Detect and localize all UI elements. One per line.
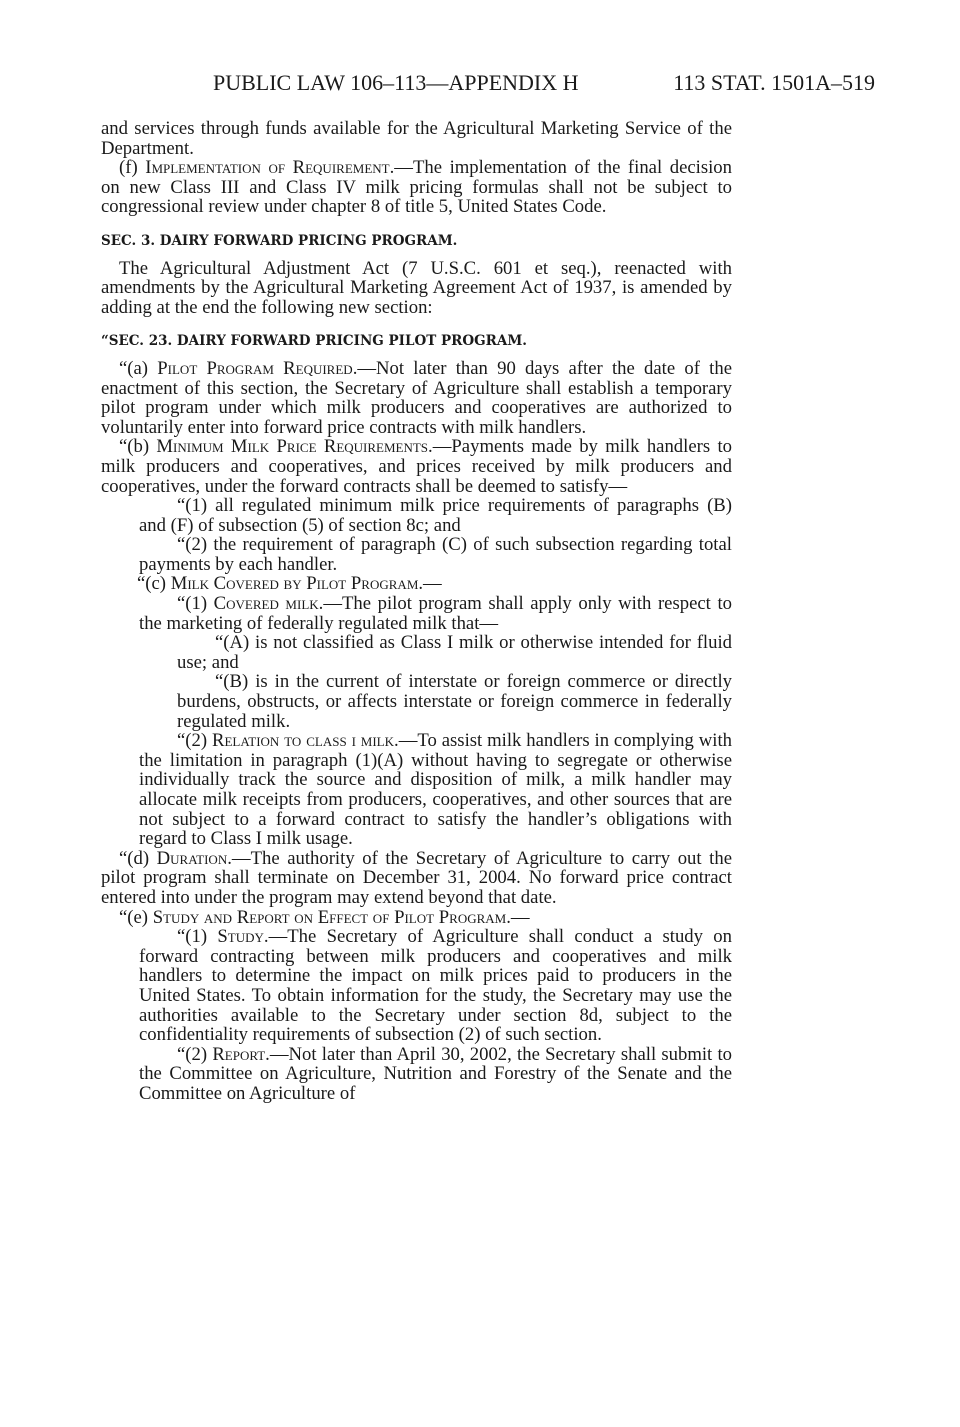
paragraph-b2: “(2) the requirement of paragraph (C) of such subsection regarding total payments by each handler. bbox=[139, 534, 732, 575]
subsection-d: “(d) Duration.—The authority of the Secretary of Agriculture to carry out the pilot program shall terminate on December 31, 2004. No forward price contract entered into under the program may extend beyond that date. bbox=[101, 847, 732, 908]
paragraph-c1: “(1) Covered milk.—The pilot program shall apply only with respect to the marketing of federally regulated milk that— bbox=[139, 593, 732, 634]
subsection-e: “(e) Study and Report on Effect of Pilot Program.— bbox=[119, 906, 530, 928]
subsection-f-heading: Implementation of Requirement bbox=[145, 157, 390, 179]
paragraph-c2: “(2) Relation to class i milk.—To assist milk handlers in complying with the limitation in paragraph (1)(A) without having to segregate or otherwise individually track the source and disposition of milk, a milk handler may allocate milk receipts from producers, cooperatives, and other sources that are not subject to a forward contract to satisfy the handler’s obligations with regard to Class I milk usage. bbox=[139, 730, 732, 850]
subparagraph-c1B: “(B) is in the current of interstate or foreign commerce or directly burdens, obstructs, or affects interstate or foreign commerce in federally regulated milk. bbox=[177, 671, 732, 732]
section-23-heading: “SEC. 23. DAIRY FORWARD PRICING PILOT PROGRAM. bbox=[101, 333, 527, 350]
paragraph-e2: “(2) Report.—Not later than April 30, 2002, the Secretary shall submit to the Committee on Agriculture, Nutrition and Forestry of the Senate and the Committee on Agriculture of bbox=[139, 1043, 732, 1104]
document-body bbox=[101, 119, 732, 1104]
header-title: PUBLIC LAW 106–113—APPENDIX H bbox=[213, 70, 579, 95]
paragraph-b1: “(1) all regulated minimum milk price requirements of paragraphs (B) and (F) of subsection (5) of section 8c; and bbox=[139, 495, 732, 536]
paragraph-c2-heading: Relation to class i milk bbox=[211, 730, 395, 752]
subsection-a: “(a) Pilot Program Required.—Not later than 90 days after the date of the enactment of this section, the Secretary of Agriculture shall establish a temporary pilot program under which milk producers and cooperatives are authorized to voluntarily enter into forward price contracts with milk handlers. bbox=[101, 357, 732, 438]
paragraph-continuation: and services through funds available for the Agricultural Marketing Service of the Department. bbox=[101, 118, 732, 159]
header-page-ref: 113 STAT. 1501A–519 bbox=[673, 70, 875, 95]
subsection-a-heading: Pilot Program Required bbox=[157, 357, 353, 379]
subsection-c: “(c) Milk Covered by Pilot Program.— bbox=[137, 573, 442, 595]
subsection-b-heading: Minimum Milk Price Requirements bbox=[156, 436, 429, 458]
paragraph-e2-heading: Report bbox=[212, 1043, 266, 1065]
subsection-f: (f) Implementation of Requirement.—The implementation of the final decision on new Class III and Class IV milk pricing formulas shall not be subject to congressional review under chapter 8 of title 5, United States Code. bbox=[101, 157, 732, 218]
subparagraph-c1A: “(A) is not classified as Class I milk or otherwise intended for fluid use; and bbox=[177, 632, 732, 673]
subsection-e-heading: Study and Report on Effect of Pilot Program bbox=[152, 906, 507, 928]
section-3-heading: SEC. 3. DAIRY FORWARD PRICING PROGRAM. bbox=[101, 232, 458, 249]
section-3-text: The Agricultural Adjustment Act (7 U.S.C. 601 et seq.), reenacted with amendments by the Agricultural Marketing Agreement Act of 1937, is amended by adding at the end the following new section: bbox=[101, 257, 732, 318]
paragraph-c1-heading: Covered milk bbox=[213, 593, 319, 615]
subsection-b: “(b) Minimum Milk Price Requirements.—Payments made by milk handlers to milk producers and cooperatives, and prices received by milk producers and cooperatives, under the forward contracts shall be deemed to satisfy— bbox=[101, 436, 732, 497]
running-header bbox=[213, 66, 875, 100]
paragraph-e1: “(1) Study.—The Secretary of Agriculture shall conduct a study on forward contracting between milk producers and cooperatives and milk handlers to determine the impact on milk prices paid to producers in the United States. To obtain information for the study, the Secretary may use the authorities available to the Secretary under section 8d, subject to the confidentiality requirements of subsection (2) of such section. bbox=[139, 926, 732, 1046]
subsection-c-heading: Milk Covered by Pilot Program bbox=[170, 573, 419, 595]
paragraph-e1-heading: Study bbox=[217, 926, 264, 948]
subsection-d-heading: Duration bbox=[156, 847, 228, 869]
